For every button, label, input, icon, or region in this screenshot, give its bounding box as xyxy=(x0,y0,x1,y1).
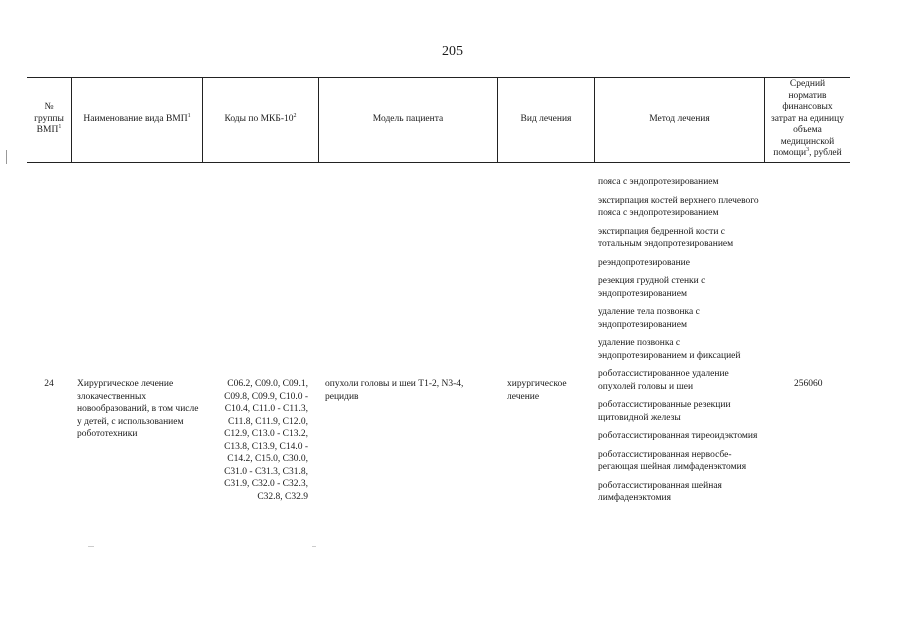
scan-margin-mark xyxy=(6,150,7,164)
header-average-cost: Средний норматив финансовых затрат на единицу объема медицинской помощи$^3$, рублей xyxy=(771,79,844,159)
method-item: роботассистированное удаление опухолей головы и шеи xyxy=(598,369,729,392)
header-treatment-method: Метод лечения xyxy=(649,113,710,124)
table-header-bottom-rule xyxy=(27,162,850,163)
method-item: резекция грудной стенки с эндопротезированием xyxy=(598,276,706,299)
method-item: экстирпация бедренной кости с тотальным эндопротезированием xyxy=(598,226,734,249)
method-item: экстирпация костей верхнего плечевого пояса с эндопротезированием xyxy=(598,195,759,218)
header-vmp-name: Наименование вида ВМП$^1$ xyxy=(83,112,191,124)
header-patient-model: Модель пациента xyxy=(372,113,444,124)
scan-speck xyxy=(312,546,316,547)
row-group-number: 24 xyxy=(44,379,54,389)
row-average-cost: 256060 xyxy=(794,379,823,389)
method-item: роботассистированная нервосбе-регающая шейная лимфаденэктомия xyxy=(598,449,747,472)
row-treatment-type: хирургическое лечение xyxy=(507,379,567,402)
method-item: реэндопротезирование xyxy=(598,257,690,268)
header-treatment-type: Вид лечения xyxy=(520,113,572,124)
method-item: удаление тела позвонка с эндопротезированием xyxy=(598,307,700,330)
method-item: пояса с эндопротезированием xyxy=(598,177,719,187)
method-item: роботассистированные резекции щитовидной железы xyxy=(598,400,731,423)
header-icd-codes: Коды по МКБ-$10^2$ xyxy=(224,112,297,124)
header-group-number: № группы ВМП$^1$ xyxy=(34,102,64,136)
page-number: 205 xyxy=(442,44,463,59)
method-item: роботассистированная шейная лимфаденэктомия xyxy=(598,480,722,503)
method-item: удаление позвонка с эндопротезированием и фиксацией xyxy=(598,338,741,361)
row-vmp-name: Хирургическое лечение злокачественных новообразований, в том числе у детей, с использованием робототехники xyxy=(77,379,199,439)
row-icd-codes: C06.2, C09.0, C09.1, C09.8, C09.9, C10.0 - C10.4, C11.0 - C11.3, C11.8, C11.9, C12.0, C12.9, C13.0 - C13.2, C13.8, C13.9, C14.0 - C14.2, C15.0, C30.0, C31.0 - C31.3, C31.8, C31.9, C32.0 - C32.3, C32.8, C32.9 xyxy=(224,379,308,502)
treatment-method-list xyxy=(598,176,768,511)
method-item: роботассистированная тиреоидэктомия xyxy=(598,431,758,441)
scan-speck xyxy=(88,546,94,547)
row-patient-model: опухоли головы и шеи T1-2, N3-4, рецидив xyxy=(325,379,464,402)
